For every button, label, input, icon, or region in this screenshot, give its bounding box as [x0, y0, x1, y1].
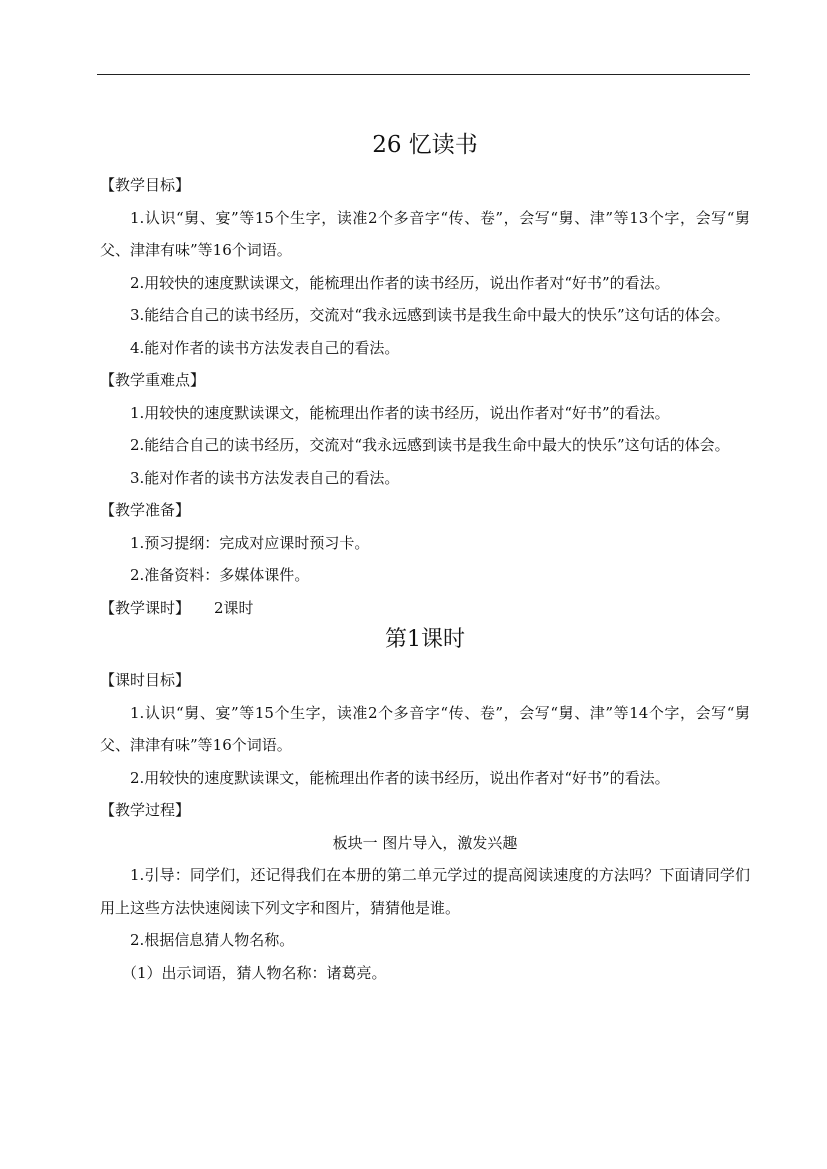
- keypoint-item: 1.用较快的速度默读课文，能梳理出作者的读书经历，说出作者对“好书”的看法。: [130, 403, 670, 422]
- section-heading-prep: 【教学准备】: [100, 501, 191, 519]
- process-substep: （1）出示词语，猜人物名称：诸葛亮。: [122, 963, 387, 982]
- hours-value: 2课时: [214, 598, 254, 617]
- hours-label: 【教学课时】: [100, 598, 191, 617]
- prep-item: 1.预习提纲：完成对应课时预习卡。: [130, 533, 370, 552]
- section-heading-process: 【教学过程】: [100, 801, 191, 819]
- keypoint-item: 2.能结合自己的读书经历，交流对“我永远感到读书是我生命中最大的快乐”这句话的体会。: [130, 436, 730, 454]
- prep-item: 2.准备资料：多媒体课件。: [130, 566, 310, 584]
- block-title: 板块一 图片导入，激发兴趣: [332, 833, 518, 852]
- process-step: 1.引导：同学们，还记得我们在本册的第二单元学过的提高阅读速度的方法吗？下面请同学们用上这些方法快速阅读下列文字和图片，猜猜他是谁。: [100, 866, 750, 917]
- lesson-goal-item: 1.认识“舅、宴”等15个生字，读准2个多音字“传、卷”，会写“舅、津”等14个字，会写“舅父、津津有味”等16个词语。: [100, 703, 750, 754]
- section-heading-goals: 【教学目标】: [100, 176, 191, 194]
- section-heading-lesson-goals: 【课时目标】: [100, 671, 191, 689]
- document-page: [100, 125, 750, 989]
- goal-item: 1.认识“舅、宴”等15个生字，读准2个多音字“传、卷”，会写“舅、津”等13个字，会写“舅父、津津有味”等16个词语。: [100, 208, 750, 259]
- goal-item: 3.能结合自己的读书经历，交流对“我永远感到读书是我生命中最大的快乐”这句话的体会。: [130, 306, 730, 324]
- process-step: 2.根据信息猜人物名称。: [130, 931, 295, 949]
- lesson-title: 第1课时: [385, 627, 465, 652]
- lesson-goal-item: 2.用较快的速度默读课文，能梳理出作者的读书经历，说出作者对“好书”的看法。: [130, 768, 670, 787]
- keypoint-item: 3.能对作者的读书方法发表自己的看法。: [130, 468, 400, 487]
- page-title: 26 忆读书: [372, 132, 478, 158]
- header-rule: [97, 74, 750, 75]
- goal-item: 2.用较快的速度默读课文，能梳理出作者的读书经历，说出作者对“好书”的看法。: [130, 273, 670, 292]
- goal-item: 4.能对作者的读书方法发表自己的看法。: [130, 338, 400, 357]
- section-heading-keypoints: 【教学重难点】: [100, 371, 206, 389]
